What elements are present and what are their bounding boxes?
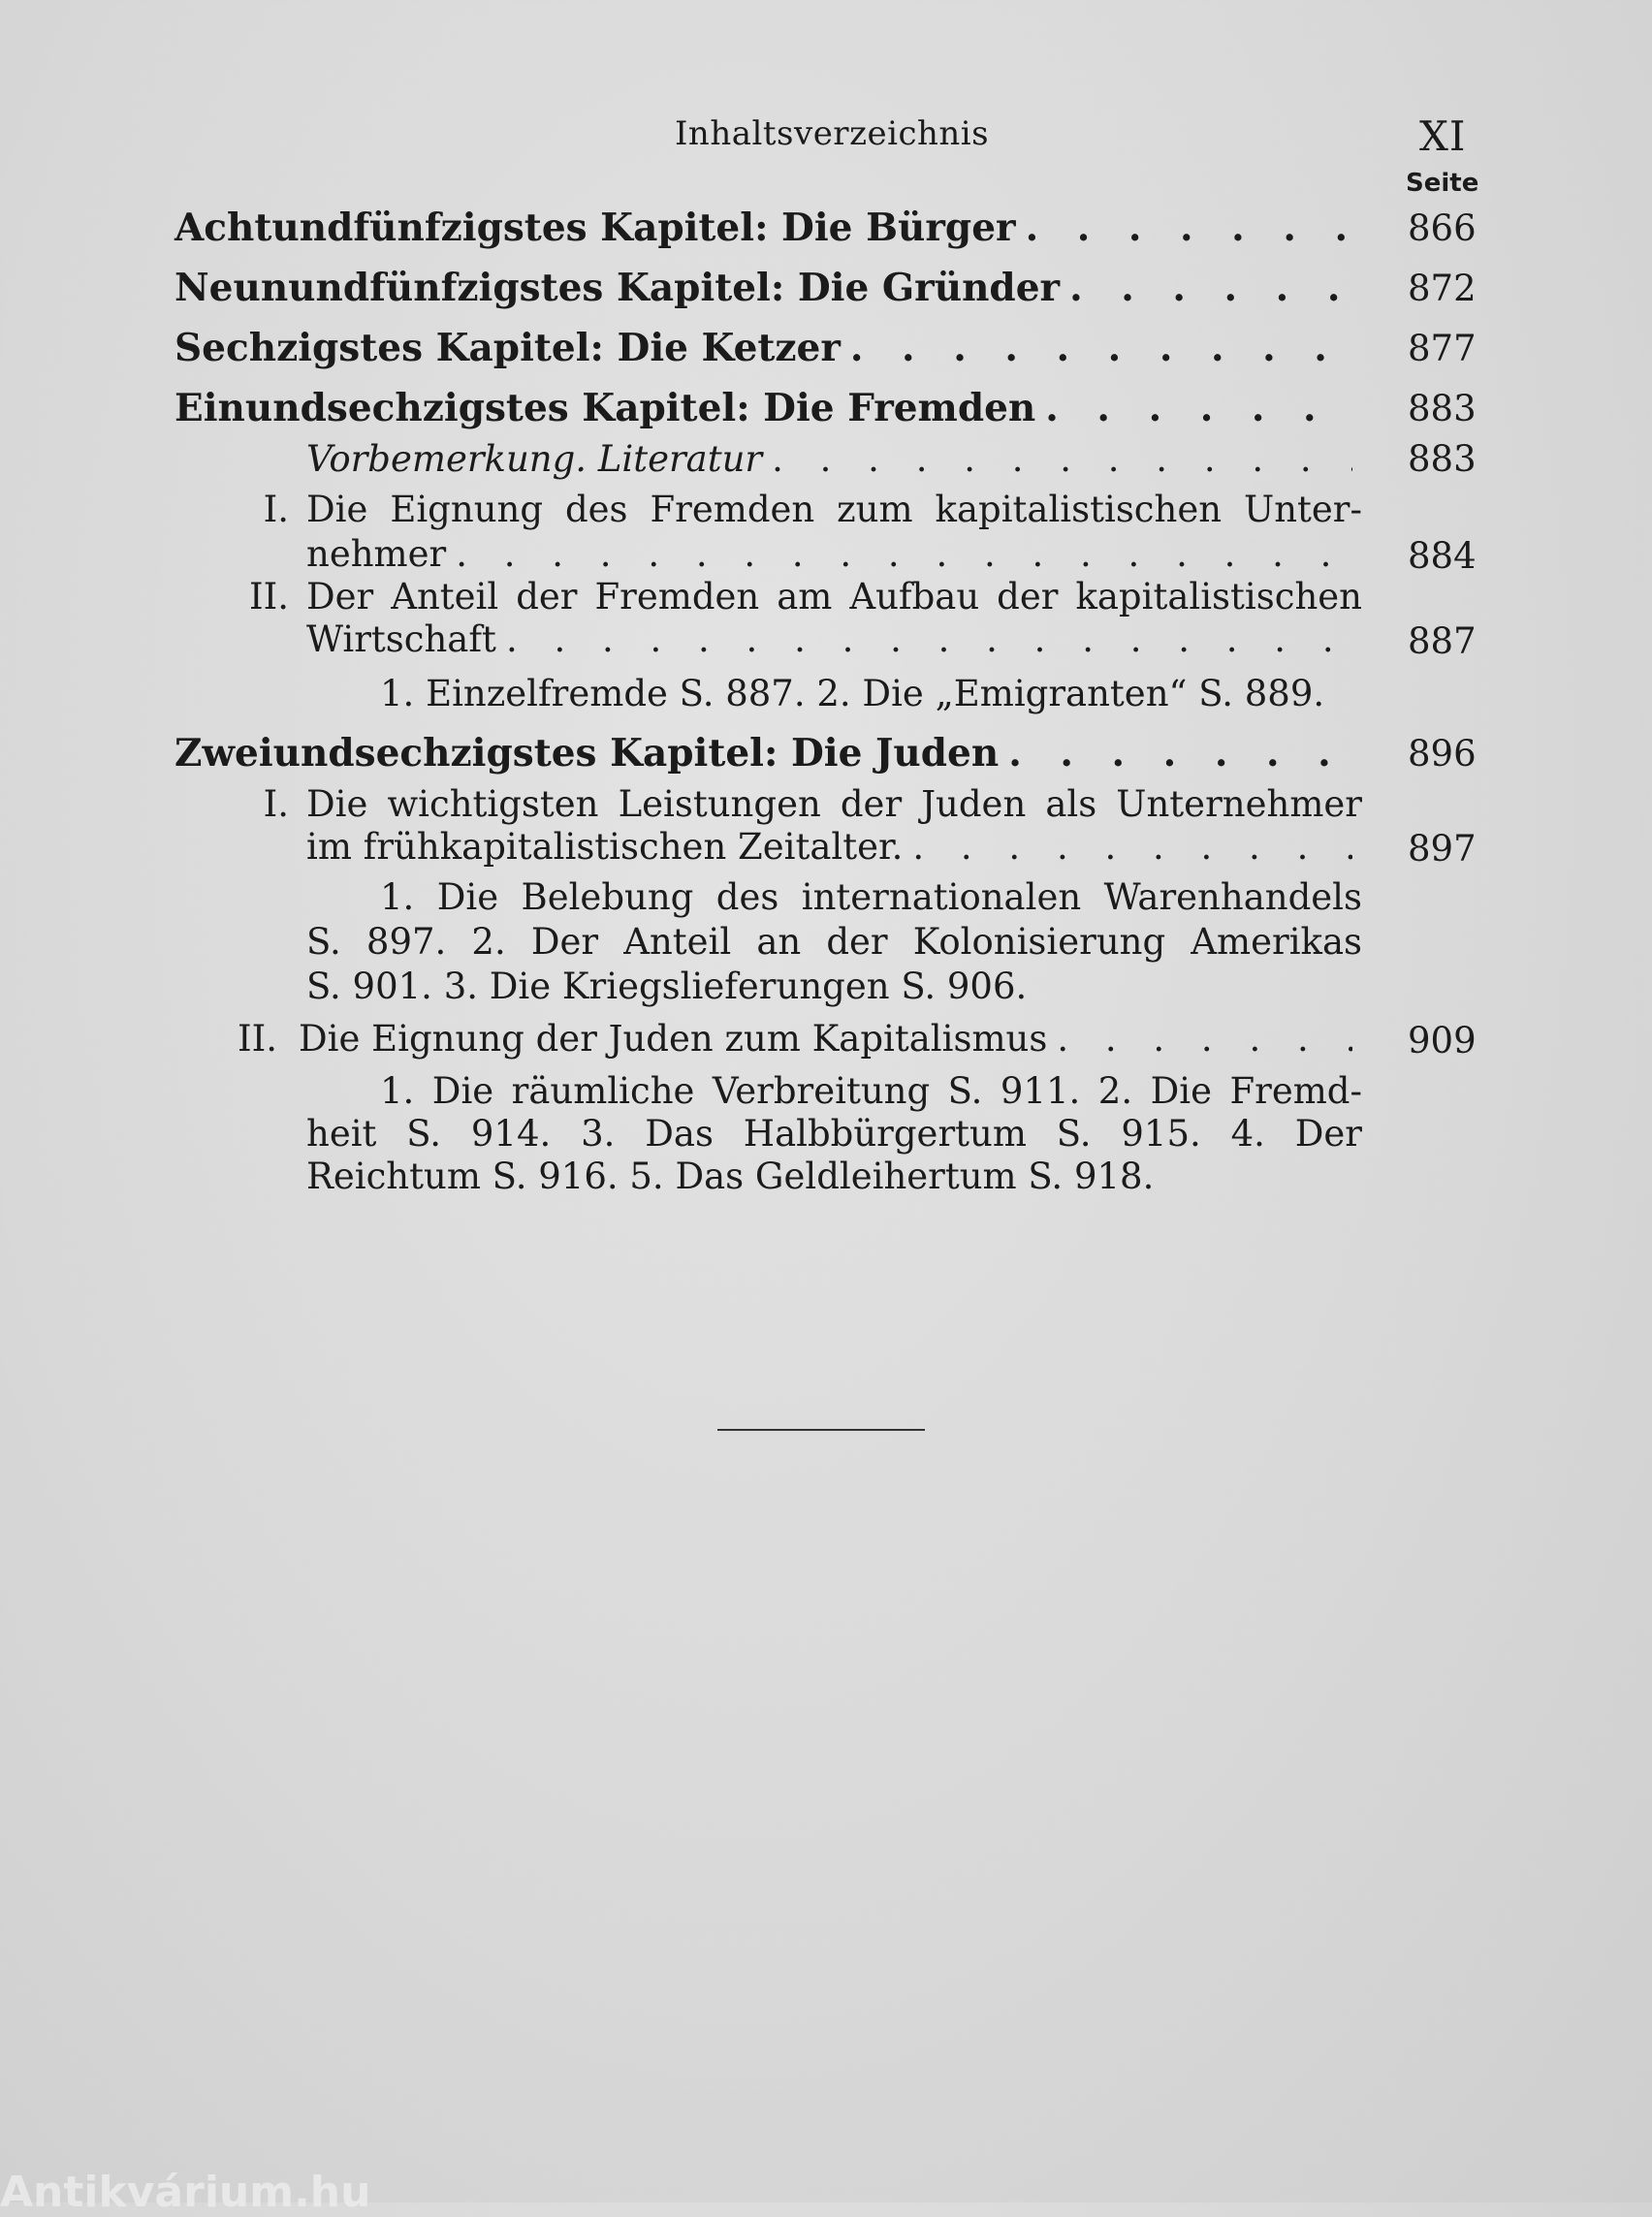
chapter-title: Neunundfünfzigstes Kapitel: Die Gründer [175,266,1061,310]
toc-entry-chapter-61 [175,386,1362,430]
leader-dots [912,826,1352,868]
chapter-62-page: 896 [1408,733,1477,775]
section-title-text: Wirtschaft [306,618,496,660]
end-rule [717,1429,925,1431]
leader-dots [1026,206,1352,250]
section-title-line: Der Anteil der Fremden am Aufbau der kapitalistischen [306,576,1362,618]
chapter-title: Achtundfünfzigstes Kapitel: Die Bürger [175,206,1016,250]
leader-dots [456,533,1352,575]
leader-dots [1045,386,1352,430]
subsection-line: S. 901. 3. Die Kriegslieferungen S. 906. [306,966,1028,1007]
chapter-58-page: 866 [1408,207,1477,249]
leader-dots [1008,731,1352,776]
section-page: 884 [1408,535,1477,577]
section-page: 887 [1408,620,1477,662]
section-title-line: Die Eignung des Fremden zum kapitalistischen Unter- [306,489,1362,530]
chapter-title: Sechzigstes Kapitel: Die Ketzer [175,326,841,370]
toc-entry-chapter-60 [175,326,1362,370]
section-title-line [299,1018,1362,1060]
subsection-line: 1. Die Belebung des internationalen Warenhandels [380,876,1362,918]
chapter-title: Einundsechzigstes Kapitel: Die Fremden [175,386,1036,430]
section-numeral: II. [249,576,289,618]
toc-entry-chapter-58 [175,206,1362,250]
subsection-line: heit S. 914. 3. Das Halbbürgertum S. 915. 4. Der [306,1113,1362,1155]
section-numeral: I. [263,489,289,530]
toc-entry-preface [306,438,1362,480]
section-page: 909 [1408,1020,1477,1061]
section-title-text: Die Eignung der Juden zum Kapitalismus [299,1018,1048,1060]
page-number: XI [1419,112,1467,160]
section-title-line: Die wichtigsten Leistungen der Juden als Unternehmer [306,783,1362,825]
leader-dots [772,438,1352,480]
toc-entry-chapter-59 [175,266,1362,310]
watermark: Antikvárium.hu [0,2168,371,2217]
subsection-line: S. 897. 2. Der Anteil an der Kolonisierung Amerikas [306,921,1362,963]
running-title: Inhaltsverzeichnis [675,114,990,153]
section-title-continuation [306,826,1362,868]
chapter-title: Zweiundsechzigstes Kapitel: Die Juden [175,731,1000,776]
leader-dots [850,326,1352,370]
chapter-61-page: 883 [1408,388,1477,429]
section-page: 897 [1408,828,1477,870]
section-title-continuation [306,533,1362,575]
subsection-list: 1. Einzelfremde S. 887. 2. Die „Emigranten“ S. 889. [380,673,1325,714]
chapter-59-page: 872 [1408,268,1477,309]
section-numeral: I. [263,783,289,825]
leader-dots [506,618,1352,660]
subsection-line: Reichtum S. 916. 5. Das Geldleihertum S. 918. [306,1156,1155,1197]
toc-entry-chapter-62 [175,731,1362,776]
chapter-60-page: 877 [1408,328,1477,369]
preface-title: Vorbemerkung. Literatur [306,438,763,480]
subsection-line: 1. Die räumliche Verbreitung S. 911. 2. Die Fremd- [380,1070,1362,1112]
page-column-label: Seite [1406,169,1479,198]
section-numeral: II. [238,1018,277,1060]
section-title-text: im frühkapitalistischen Zeitalter. [306,826,904,868]
preface-page: 883 [1408,438,1477,480]
section-title-text: nehmer [306,533,447,575]
leader-dots [1057,1018,1352,1060]
leader-dots [1069,266,1352,310]
section-title-continuation [306,618,1362,660]
